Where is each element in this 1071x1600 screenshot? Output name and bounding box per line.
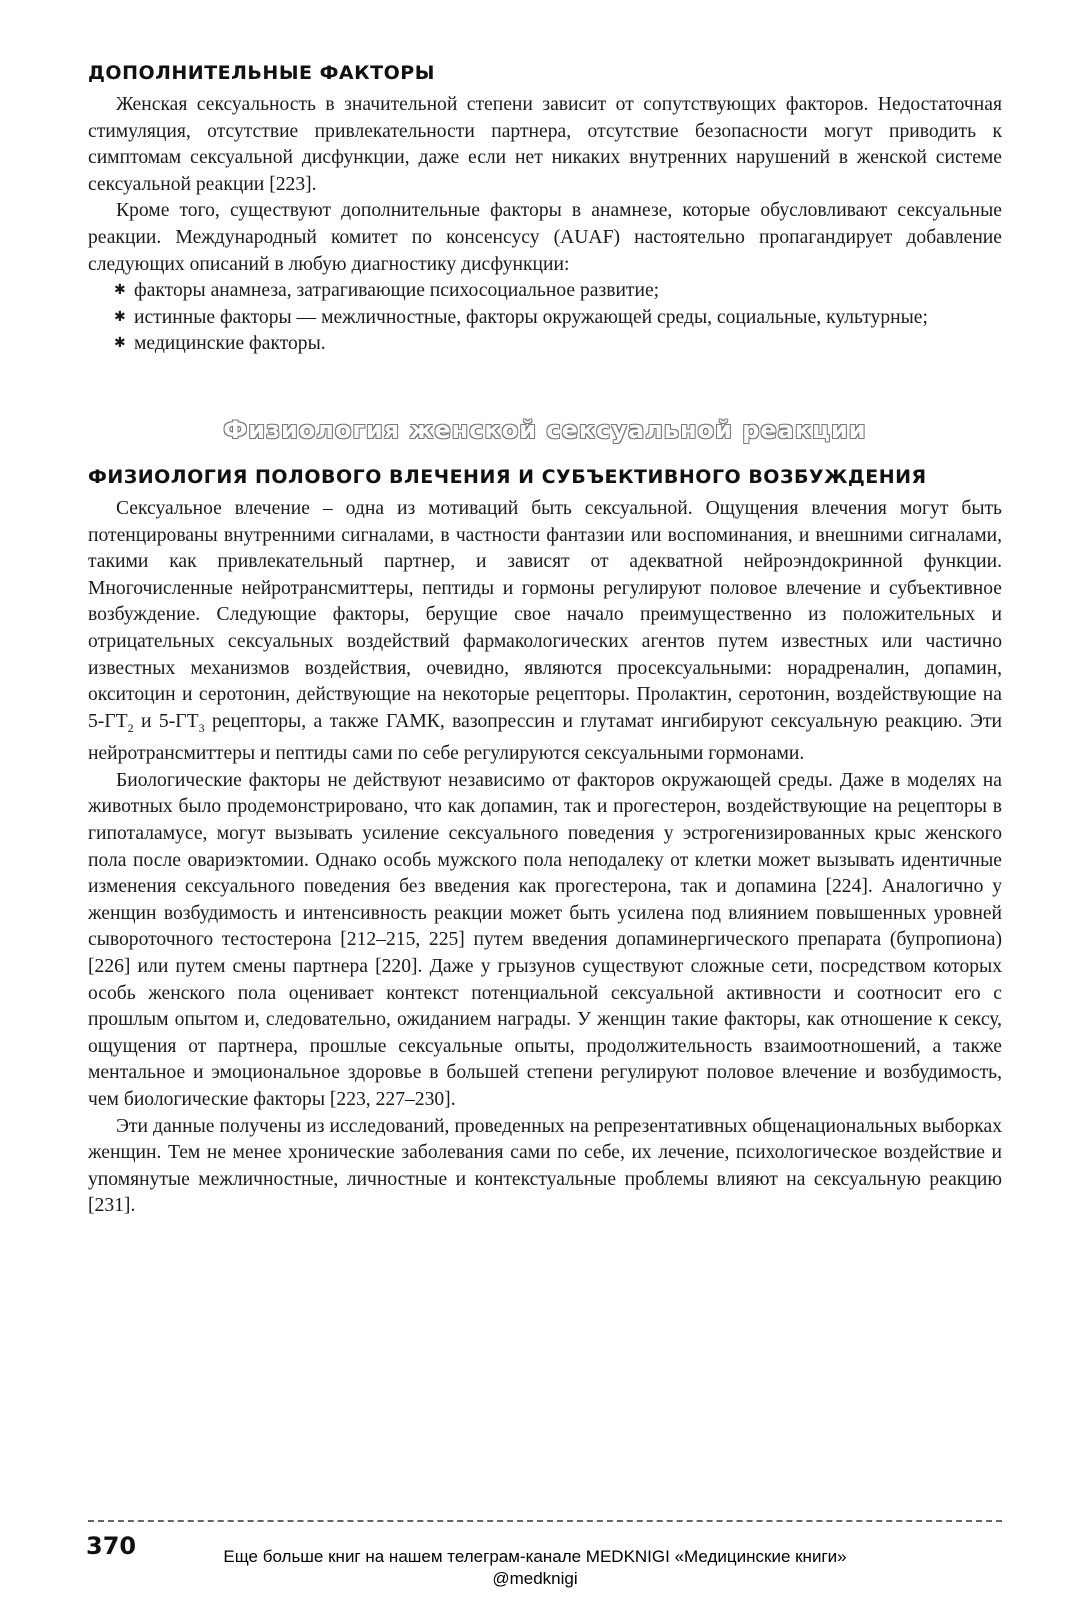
asterisk-bullet-icon: ✱	[114, 336, 126, 352]
paragraph: Женская сексуальность в значительной степени зависит от сопутствующих факторов. Недостаточная стимуляция, отсутствие привлекательности партнера, отсутствие безопасности могут приводить к симптомам сексуальной дисфункции, даже если нет никаких внутренних нарушений в женской системе сексуальной реакции [223].	[88, 94, 1002, 195]
paragraph	[88, 496, 1002, 768]
list-item-text: истинные факторы — межличностные, факторы окружающей среды, социальные, культурные;	[134, 306, 928, 328]
chapter-title: Физиология женской сексуальной реакции	[223, 415, 867, 444]
paragraph-text: Сексуальное влечение – одна из мотиваций быть сексуальной. Ощущения влечения могут быть потенцированы внутренними сигналами, в частности фантазии или воспоминания, и внешними сигналами, такими как привлекательный партнер, и зависят от адекватной нейроэндокринной функции. Многочисленные нейротрансмиттеры, пептиды и гормоны регулируют половое влечение и субъективное возбуждение. Следующие факторы, берущие свое начало преимущественно из положительных и отрицательных сексуальных воздействий фармакологических агентов путем известных или частично известных механизмов воздействия, очевидно, являются просексуальными: норадреналин, допамин, окситоцин и серотонин, действующие на некоторые рецепторы. Пролактин, серотонин, воздействующие на 5-ГТ	[88, 497, 1002, 732]
asterisk-bullet-icon: ✱	[114, 283, 126, 299]
footer-handle: @medknigi	[492, 1569, 578, 1588]
list-item-text: медицинские факторы.	[134, 333, 326, 355]
paragraph: Эти данные получены из исследований, проведенных на репрезентативных общенациональных выборках женщин. Тем не менее хронические заболевания сами по себе, их лечение, психологическое воздействие и упомянутые межличностные, личностные и контекстуальные проблемы влияют на сексуальную реакцию [231].	[88, 1115, 1002, 1217]
paragraph: Кроме того, существуют дополнительные факторы в анамнезе, которые обусловливают сексуальные реакции. Международный комитет по консенсусу (AUAF) настоятельно пропагандирует добавление следующих описаний в любую диагностику дисфункции:	[88, 200, 1002, 275]
bullet-list	[88, 278, 1002, 358]
footer-line: Еще больше книг на нашем телеграм-канале MEDKNIGI «Медицинские книги»	[223, 1547, 847, 1566]
section-heading-physiology: ФИЗИОЛОГИЯ ПОЛОВОГО ВЛЕЧЕНИЯ И СУБЪЕКТИВНОГО ВОЗБУЖДЕНИЯ	[88, 465, 927, 488]
list-item	[114, 331, 1002, 358]
asterisk-bullet-icon: ✱	[114, 309, 126, 325]
footer-divider	[88, 1520, 1002, 1522]
paragraph-text: рецепторы, а также ГАМК, вазопрессин и глутамат ингибируют сексуальную реакцию. Эти нейротрансмиттеры и пептиды сами по себе регулируются сексуальными гормонами.	[88, 710, 1002, 765]
paragraph: Биологические факторы не действуют независимо от факторов окружающей среды. Даже в моделях на животных было продемонстрировано, что как допамин, так и прогестерон, воздействующие на рецепторы в гипоталамусе, могут вызывать усиление сексуального поведения у эстрогенизированных крыс женского пола после овариэктомии. Однако особь мужского пола неподалеку от клетки может вызывать идентичные изменения сексуального поведения без введения как прогестерона, так и допамина [224]. Аналогично у женщин возбудимость и интенсивность реакции может быть усилена под влиянием повышенных уровней сывороточного тестостерона [212–215, 225] путем введения допаминергического препарата (бупропиона) [226] или путем смены партнера [220]. Даже у грызунов существуют сложные сети, посредством которых особь женского пола оценивает контекст потенциальной сексуальной активности и соотносит его с прошлым опытом и, следовательно, ожиданием награды. У женщин такие факторы, как отношение к сексу, ощущения от партнера, прошлые сексуальные опыты, продолжительность взаимоотношений, а также ментальное и эмоциональное здоровье в большей степени регулируют половое влечение и возбудимость, чем биологические факторы [223, 227–230].	[88, 769, 1002, 1110]
subscript: 3	[198, 720, 205, 735]
footer-note	[150, 1546, 920, 1590]
list-item	[114, 278, 1002, 305]
page-content	[88, 62, 1002, 1220]
list-item	[114, 305, 1002, 332]
subscript: 2	[127, 720, 134, 735]
list-item-text: факторы анамнеза, затрагивающие психосоциальное развитие;	[134, 280, 660, 302]
paragraph-text: и 5-ГТ	[133, 710, 199, 732]
page-number: 370	[86, 1532, 137, 1560]
section-heading-additional-factors: ДОПОЛНИТЕЛЬНЫЕ ФАКТОРЫ	[88, 62, 435, 84]
